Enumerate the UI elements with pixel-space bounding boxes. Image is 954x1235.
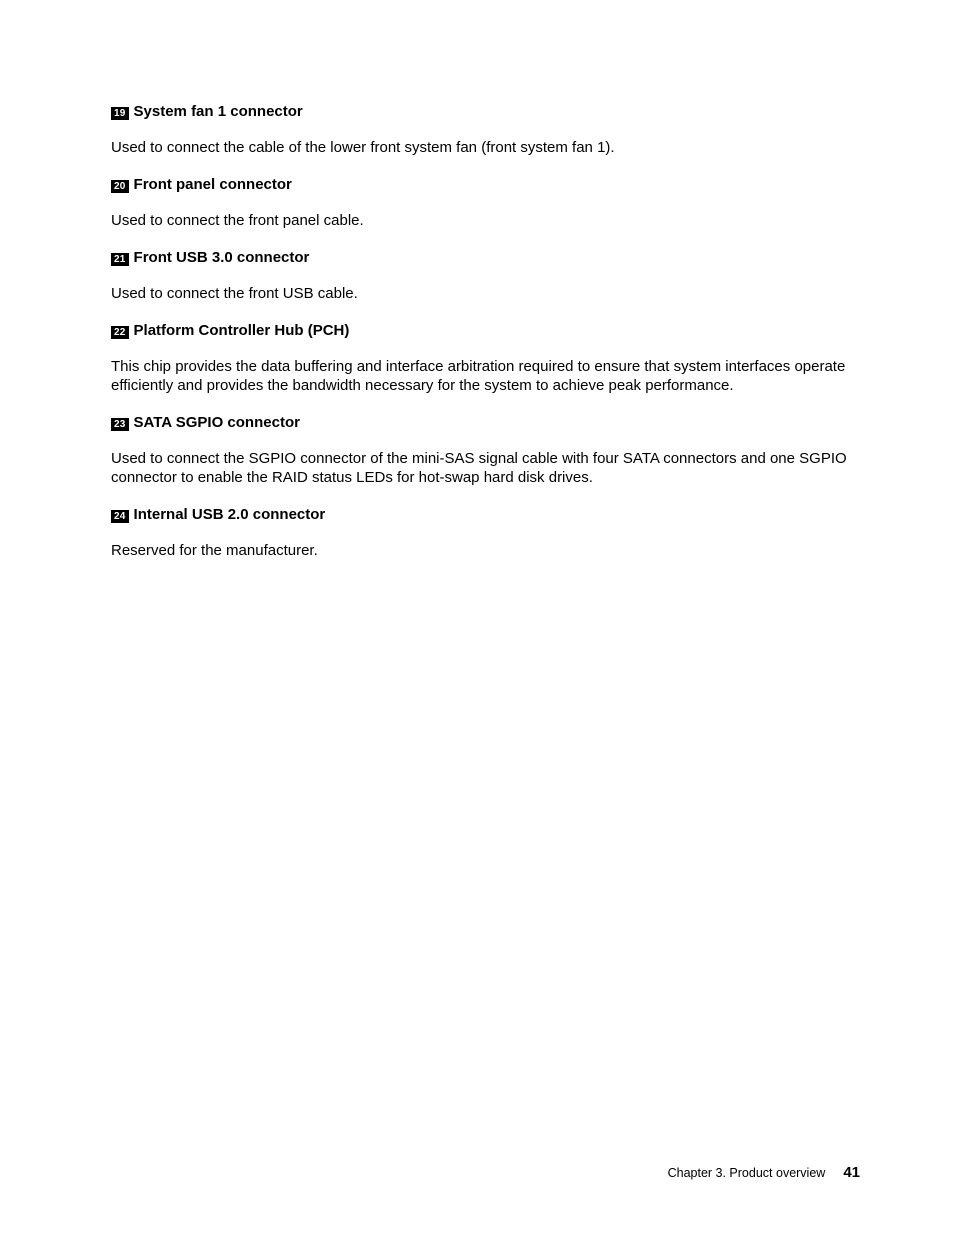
section-description: Reserved for the manufacturer. xyxy=(111,542,318,559)
section-description: Used to connect the front panel cable. xyxy=(111,212,364,229)
section-title: Front panel connector xyxy=(133,176,292,193)
section-heading xyxy=(111,321,851,341)
callout-number-badge: 22 xyxy=(111,326,129,339)
callout-number-badge: 24 xyxy=(111,510,129,523)
callout-number-badge: 21 xyxy=(111,253,129,266)
section-description: Used to connect the cable of the lower front system fan (front system fan 1). xyxy=(111,139,615,156)
section-platform-controller-hub xyxy=(111,321,851,395)
section-front-panel-connector xyxy=(111,175,851,230)
callout-number-badge: 20 xyxy=(111,180,129,193)
footer-chapter-title: Chapter 3. Product overview xyxy=(667,1166,826,1180)
section-title: Internal USB 2.0 connector xyxy=(133,506,326,523)
callout-number-badge: 19 xyxy=(111,107,129,120)
section-heading xyxy=(111,175,851,195)
section-heading xyxy=(111,248,851,268)
document-content xyxy=(111,102,851,578)
section-title: Platform Controller Hub (PCH) xyxy=(133,322,350,339)
section-system-fan-1-connector xyxy=(111,102,851,157)
page-footer xyxy=(668,1163,860,1183)
section-front-usb-3-connector xyxy=(111,248,851,303)
page-number: 41 xyxy=(843,1164,860,1181)
section-title: System fan 1 connector xyxy=(133,103,303,120)
section-description: Used to connect the SGPIO connector of the mini-SAS signal cable with four SATA connectors and one SGPIO connector to enable the RAID status LEDs for hot-swap hard disk drives. xyxy=(111,450,847,486)
section-heading xyxy=(111,102,851,122)
section-heading xyxy=(111,413,851,433)
section-title: Front USB 3.0 connector xyxy=(133,249,310,266)
section-description: This chip provides the data buffering and interface arbitration required to ensure that system interfaces operate efficiently and provides the bandwidth necessary for the system to achieve peak performance. xyxy=(111,358,846,394)
callout-number-badge: 23 xyxy=(111,418,129,431)
section-internal-usb-2-connector xyxy=(111,505,851,560)
section-title: SATA SGPIO connector xyxy=(133,414,300,431)
section-heading xyxy=(111,505,851,525)
section-sata-sgpio-connector xyxy=(111,413,851,487)
section-description: Used to connect the front USB cable. xyxy=(111,285,358,302)
